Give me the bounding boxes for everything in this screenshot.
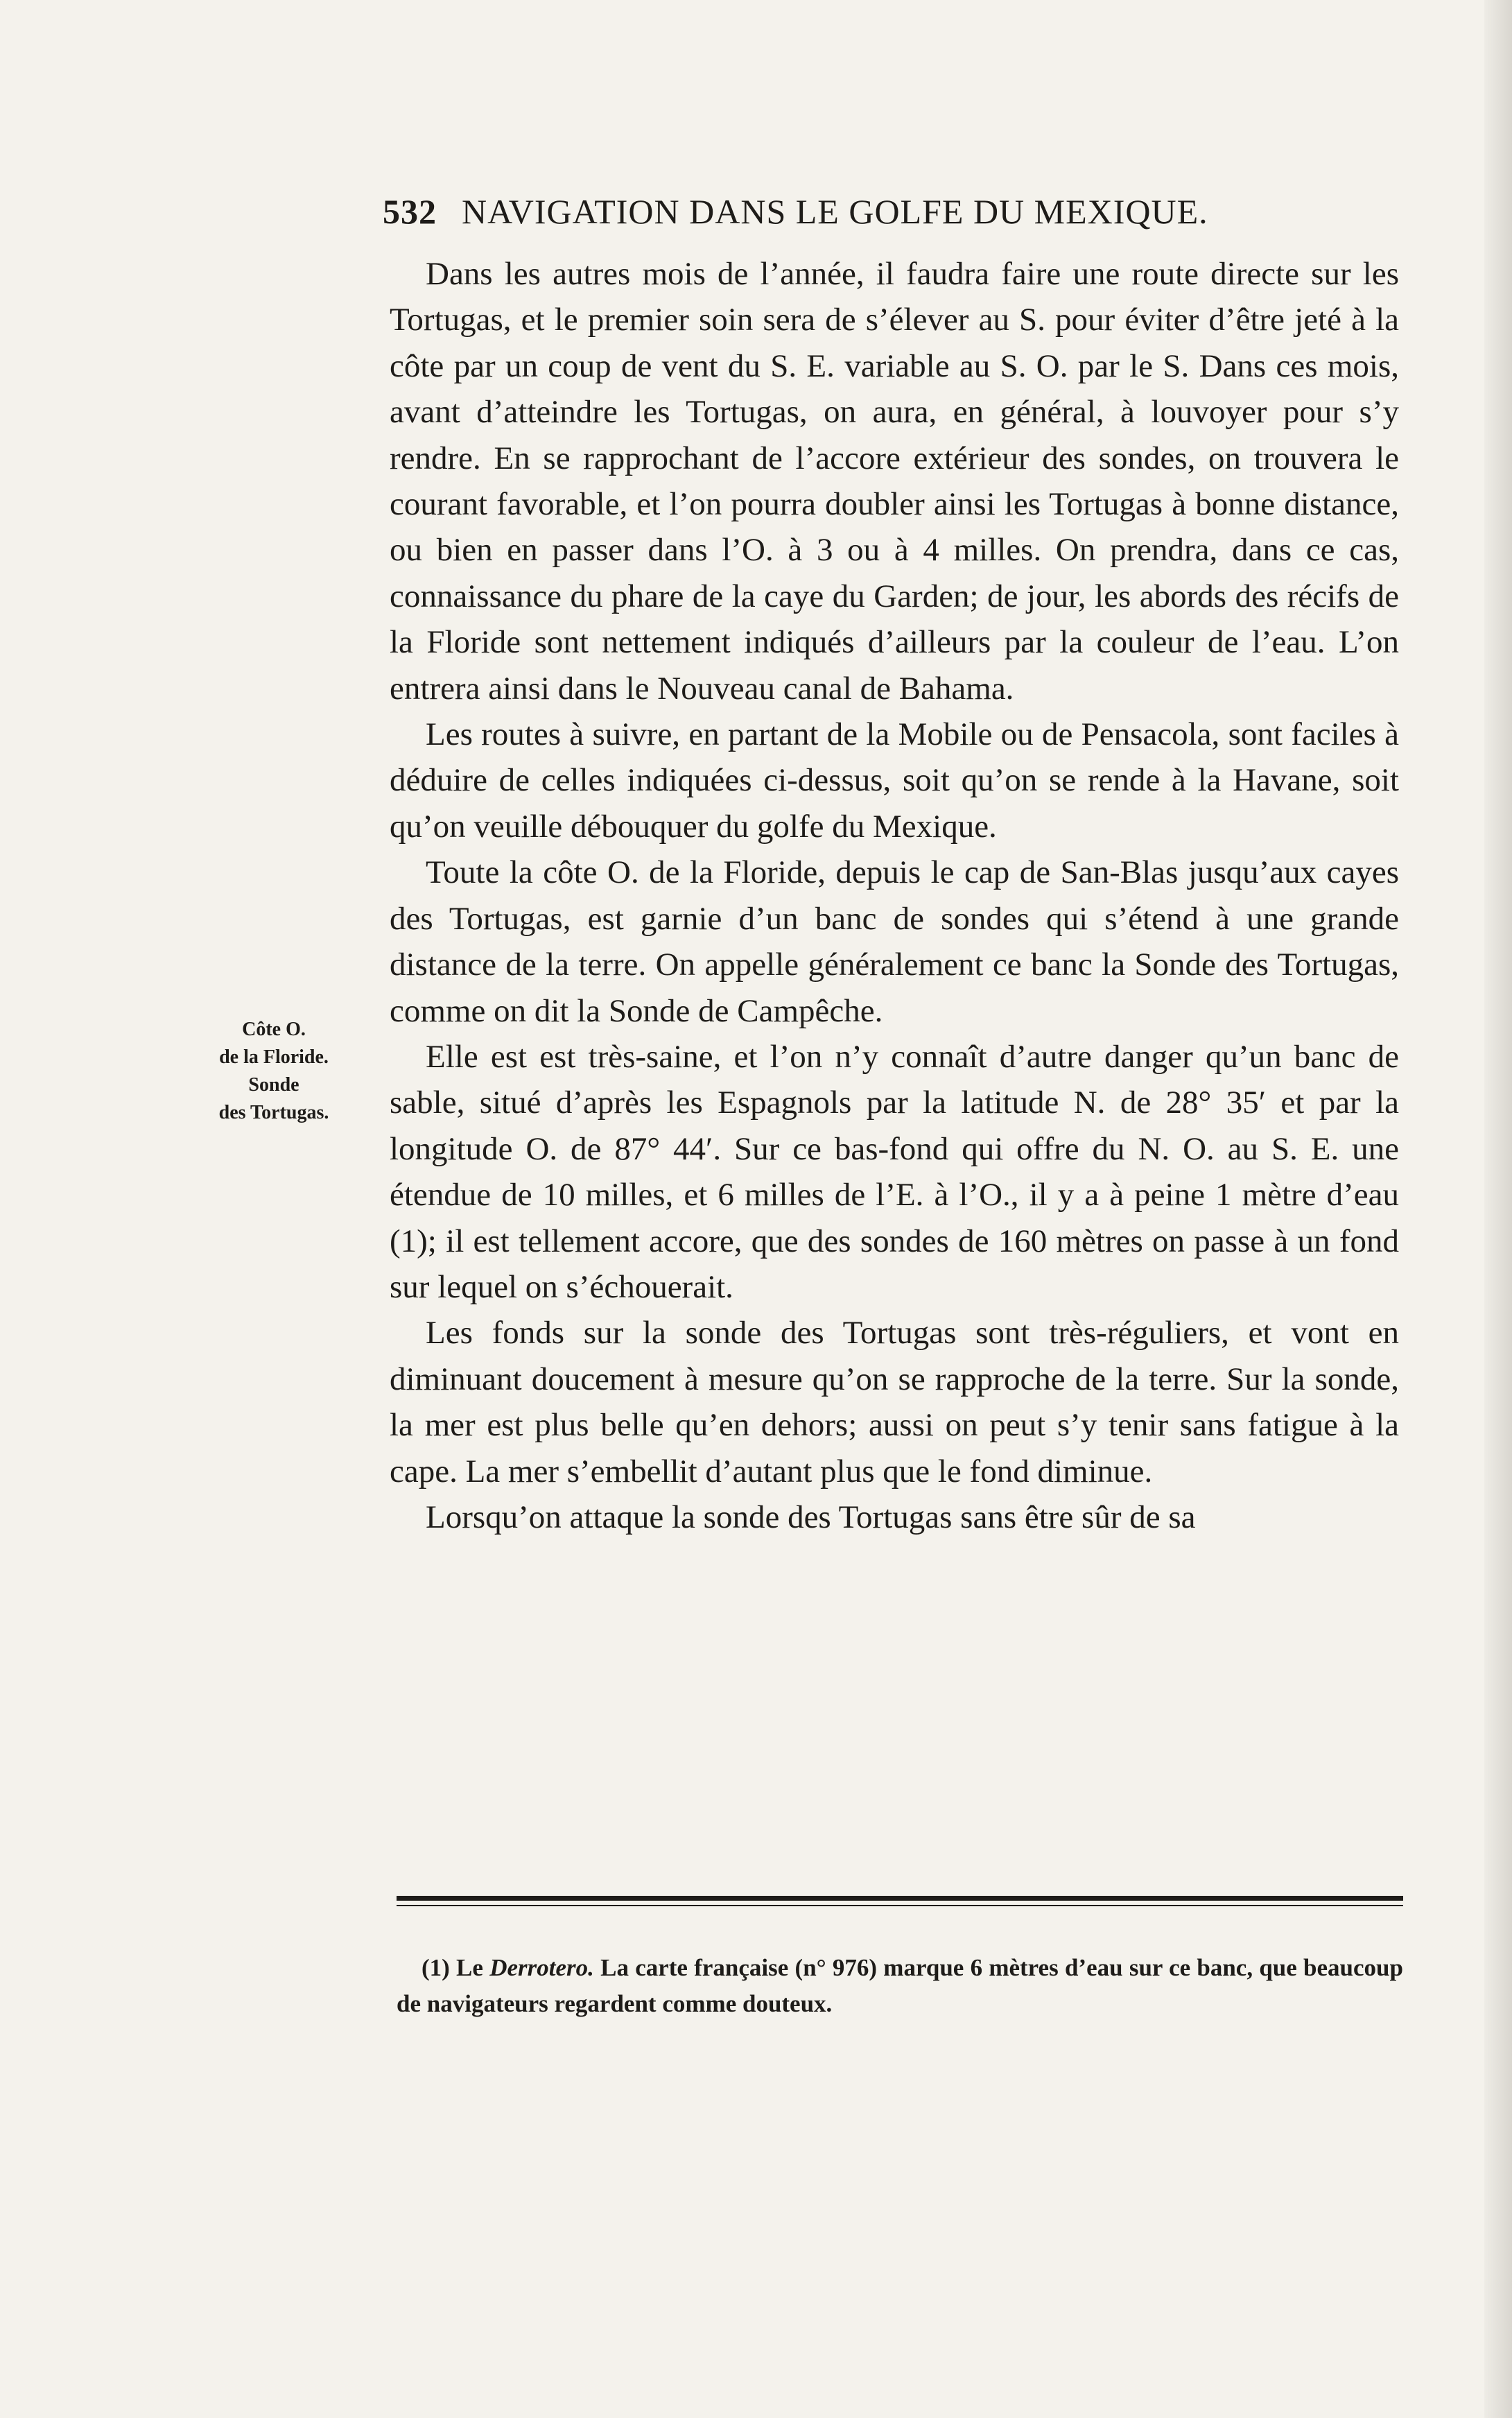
paragraph: Lorsqu’on attaque la sonde des Tortugas sans être sûr de sa xyxy=(426,1499,1196,1535)
body-text xyxy=(390,251,1399,1540)
page-number: 532 xyxy=(383,192,437,231)
footnote xyxy=(397,1950,1403,2022)
paragraph: Les fonds sur la sonde des Tortugas sont très-réguliers, et vont en diminuant doucement à mesure qu’on se rapproche de la terre. Sur la sonde, la mer est plus belle qu’en dehors; aussi on peut s’y tenir sans fatigue à la cape. La mer s’embellit d’autant plus que le fond diminue. xyxy=(390,1315,1399,1489)
running-title: NAVIGATION DANS LE GOLFE DU MEXIQUE. xyxy=(462,192,1208,231)
footnote-source: Derrotero. xyxy=(489,1954,594,1981)
page-edge-shadow xyxy=(1484,0,1512,2418)
footnote-marker: (1) Le xyxy=(422,1954,490,1981)
paragraph: Dans les autres mois de l’année, il faudra faire une route directe sur les Tortugas, et le premier soin sera de s’élever au S. pour éviter d’être jeté à la côte par un coup de vent du S. E. variable au S. O. par le S. Dans ces mois, avant d’atteindre les Tortugas, on aura, en général, à louvoyer pour s’y rendre. En se rapprochant de l’accore extérieur des sondes, on trouvera le courant favorable, et l’on pourra doubler ainsi les Tortugas à bonne distance, ou bien en passer dans l’O. à 3 ou à 4 milles. On prendra, dans ce cas, connaissance du phare de la caye du Garden; de jour, les abords des récifs de la Floride sont nettement indiqués d’ailleurs par la couleur de l’eau. L’on entrera ainsi dans le Nouveau canal de Bahama. xyxy=(390,256,1399,707)
margin-note xyxy=(170,1016,378,1127)
running-header xyxy=(383,191,1395,232)
paragraph: Elle est est très-saine, et l’on n’y connaît d’autre danger qu’un banc de sable, situé d’après les Espagnols par la latitude N. de 28° 35′ et par la longitude O. de 87° 44′. Sur ce bas-fond qui offre du N. O. au S. E. une étendue de 10 milles, et 6 milles de l’E. à l’O., il y a à peine 1 mètre d’eau (1); il est tellement accore, que des sondes de 160 mètres on passe à un fond sur lequel on s’échouerait. xyxy=(390,1038,1399,1305)
paragraph: Les routes à suivre, en partant de la Mobile ou de Pensacola, sont faciles à déduire de celles indiquées ci-dessus, soit qu’on se rende à la Havane, soit qu’on veuille débouquer du golfe du Mexique. xyxy=(390,716,1399,845)
paragraph: Toute la côte O. de la Floride, depuis le cap de San-Blas jusqu’aux cayes des Tortugas, est garnie d’un banc de sondes qui s’étend à une grande distance de la terre. On appelle généralement ce banc la Sonde des Tortugas, comme on dit la Sonde de Campêche. xyxy=(390,854,1399,1029)
footnote-rule xyxy=(397,1896,1403,1901)
footnote-text: La carte française (n° 976) marque 6 mètres d’eau sur ce banc, que beaucoup de navigateurs regardent comme douteux. xyxy=(397,1954,1403,2017)
margin-note-line: Côte O. xyxy=(242,1019,306,1040)
margin-note-line: des Tortugas. xyxy=(218,1102,329,1123)
margin-note-line: de la Floride. xyxy=(219,1046,329,1068)
footnote-rule-thin xyxy=(397,1905,1403,1906)
margin-note-line: Sonde xyxy=(248,1074,299,1096)
